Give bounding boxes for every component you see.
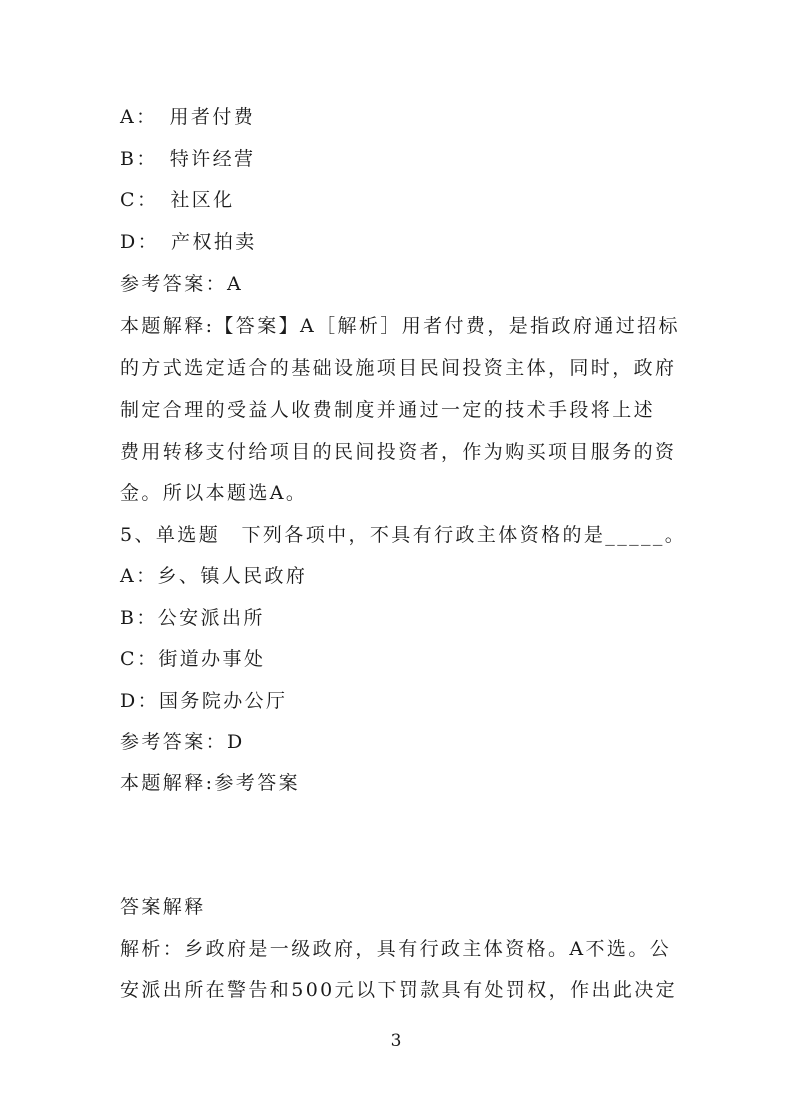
q4-option-text: 特许经营: [169, 148, 256, 170]
q4-option-text: 社区化: [170, 189, 235, 211]
q4-explanation-line: 本题解释:【答案】A［解析］用者付费，是指政府通过招标: [120, 315, 680, 337]
q4-option-c: [120, 187, 235, 213]
q5-option-b: B：公安派出所: [120, 607, 265, 629]
q5-explanation: 本题解释:参考答案: [120, 772, 301, 794]
q4-option-letter: D：: [120, 231, 160, 253]
q5-option-a: A：乡、镇人民政府: [120, 565, 308, 587]
q4-option-text: 产权拍卖: [171, 231, 257, 253]
analysis-line: 安派出所在警告和500元以下罚款具有处罚权，作出此决定: [120, 979, 678, 1001]
q4-option-b: [120, 146, 255, 172]
q4-option-a: [120, 104, 255, 130]
q4-answer: 参考答案：A: [120, 273, 244, 295]
q4-option-letter: C：: [120, 189, 159, 211]
q4-option-text: 用者付费: [169, 106, 256, 128]
analysis-line: 解析：乡政府是一级政府，具有行政主体资格。A不选。公: [120, 938, 672, 960]
q4-explanation-line: 费用转移支付给项目的民间投资者，作为购买项目服务的资: [120, 441, 677, 463]
q4-option-d: [120, 229, 257, 255]
q5-option-d: D：国务院办公厅: [120, 690, 288, 712]
q4-option-letter: A：: [120, 106, 158, 128]
q5-answer: 参考答案：D: [120, 731, 245, 753]
q5-option-c: C：街道办事处: [120, 648, 266, 670]
analysis-heading: 答案解释: [120, 896, 206, 918]
q4-explanation-line: 金。所以本题选A。: [120, 482, 308, 504]
q5-stem: 5、单选题 下列各项中，不具有行政主体资格的是_____。: [120, 524, 687, 546]
q4-explanation-line: 制定合理的受益人收费制度并通过一定的技术手段将上述: [120, 399, 656, 421]
q4-option-letter: B：: [120, 148, 158, 170]
q4-explanation-line: 的方式选定适合的基础设施项目民间投资主体，同时，政府: [120, 357, 677, 379]
page-number: 3: [390, 1031, 402, 1051]
